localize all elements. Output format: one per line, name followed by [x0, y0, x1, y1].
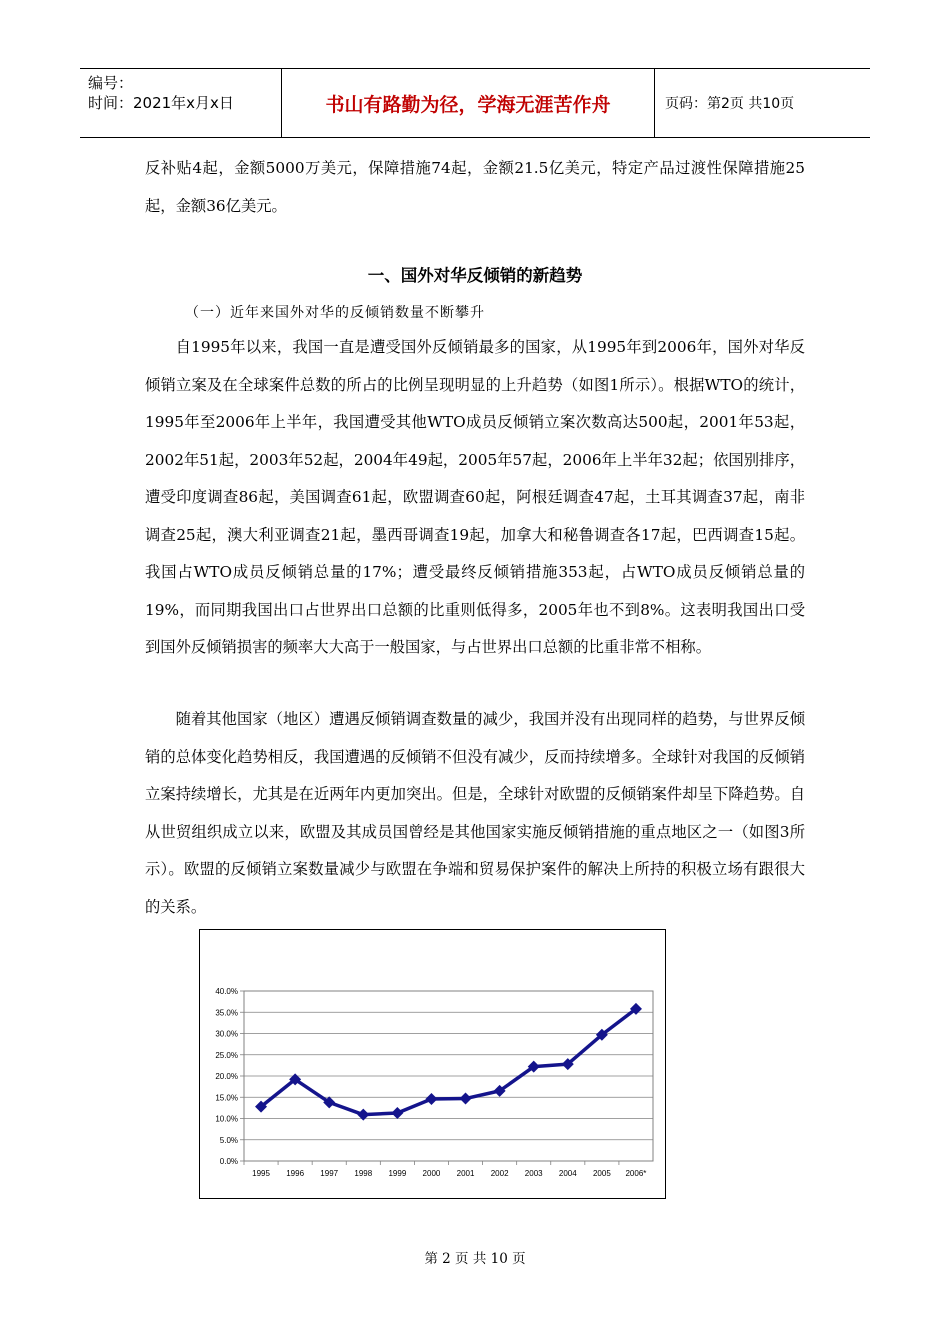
data-point-marker — [391, 1107, 403, 1119]
page-footer: 第 2 页 共 10 页 — [424, 1251, 526, 1267]
y-tick-label: 30.0% — [215, 1029, 238, 1039]
x-tick-label: 1999 — [388, 1169, 407, 1178]
y-tick-label: 40.0% — [215, 987, 238, 996]
line-chart-svg — [200, 930, 665, 1198]
subsection-heading: （一）近年来国外对华的反倾销数量不断攀升 — [185, 305, 485, 321]
figure-line-chart — [199, 929, 666, 1199]
series-line — [261, 1009, 636, 1115]
y-tick-label: 10.0% — [215, 1114, 238, 1124]
header-page-info: 页码：第2页 共10页 — [665, 96, 795, 112]
header-motto: 书山有路勤为径，学海无涯苦作舟 — [281, 69, 655, 137]
data-point-marker — [460, 1093, 472, 1105]
x-tick-label: 2006* — [625, 1169, 647, 1178]
document-date: 时间：2021年x月x日 — [88, 94, 234, 112]
x-tick-label: 2001 — [456, 1169, 475, 1178]
paragraph-statistics: 自1995年以来，我国一直是遭受国外反倾销最多的国家，从1995年到2006年，国外对华反倾销立案及在全球案件总数的所占的比例呈现明显的上升趋势（如图1所示）。根据WTO的统计，1995年至2006年上半年，我国遭受其他WTO成员反倾销立案次数高达500起，2001年53起，2002年51起，2003年52起，2004年49起，2005年57起，2006年上半年32起；依国别排序，遭受印度调查86起，美国调查61起，欧盟调查60起，阿根廷调查47起，土耳其调查37起，南非调查25起，澳大利亚调查21起，墨西哥调查19起，加拿大和秘鲁调查各17起，巴西调查15起。我国占WTO成员反倾销总量的17%；遭受最终反倾销措施353起，占WTO成员反倾销总量的19%，而同期我国出口占世界出口总额的比重则低得多，2005年也不到8%。这表明我国出口受到国外反倾销损害的频率大大高于一般国家，与占世界出口总额的比重非常不相称。 — [145, 338, 805, 656]
y-tick-label: 20.0% — [215, 1072, 238, 1081]
x-tick-label: 1998 — [354, 1169, 373, 1178]
paragraph-trend: 随着其他国家（地区）遭遇反倾销调查数量的减少，我国并没有出现同样的趋势，与世界反倾销的总体变化趋势相反，我国遭遇的反倾销不但没有减少，反而持续增多。全球针对我国的反倾销立案持续增长，尤其是在近两年内更加突出。但是，全球针对欧盟的反倾销案件却呈下降趋势。自从世贸组织成立以来，欧盟及其成员国曾经是其他国家实施反倾销措施的重点地区之一（如图3所示）。欧盟的反倾销立案数量减少与欧盟在争端和贸易保护案件的解决上所持的积极立场有跟很大的关系。 — [145, 710, 805, 916]
data-point-marker — [425, 1093, 437, 1105]
section-heading: 一、国外对华反倾销的新趋势 — [367, 266, 583, 285]
x-tick-label: 2005 — [592, 1169, 611, 1178]
y-tick-label: 25.0% — [215, 1050, 238, 1060]
paragraph-continuation: 反补贴4起，金额5000万美元，保障措施74起，金额21.5亿美元，特定产品过渡性保障措施25起，金额36亿美元。 — [145, 159, 805, 215]
y-tick-label: 15.0% — [215, 1093, 238, 1103]
x-tick-label: 1997 — [320, 1169, 339, 1178]
header-meta — [80, 69, 281, 137]
y-tick-label: 35.0% — [215, 1008, 238, 1018]
x-tick-label: 2000 — [422, 1169, 441, 1178]
x-tick-label: 2002 — [490, 1169, 509, 1178]
x-tick-label: 2004 — [558, 1169, 577, 1178]
x-tick-label: 1995 — [252, 1169, 270, 1178]
y-tick-label: 0.0% — [219, 1157, 238, 1166]
x-tick-label: 1996 — [286, 1169, 305, 1178]
page-header — [80, 68, 870, 138]
document-number-label: 编号： — [88, 74, 134, 92]
x-tick-label: 2003 — [524, 1169, 543, 1178]
y-tick-label: 5.0% — [219, 1135, 238, 1145]
